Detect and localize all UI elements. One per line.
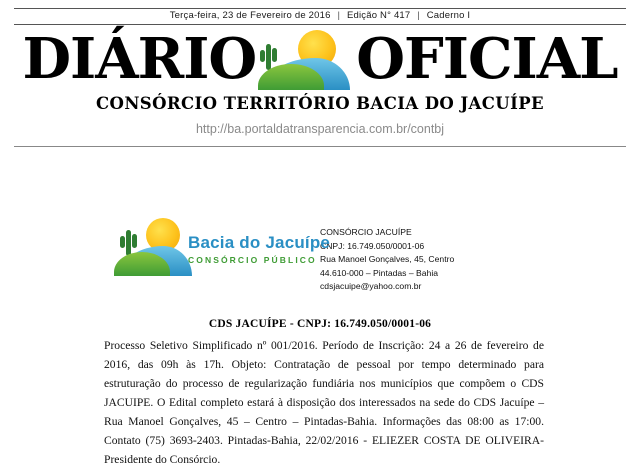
masthead-top-divider xyxy=(14,8,626,9)
sun-hills-logo-icon xyxy=(258,28,354,90)
cactus-stem-icon xyxy=(266,44,271,70)
notice-heading: CDS JACUÍPE - CNPJ: 16.749.050/0001-06 xyxy=(208,318,432,330)
masthead-third-divider xyxy=(14,146,626,147)
org-street: Rua Manoel Gonçalves, 45, Centro xyxy=(320,254,455,264)
masthead-title-row xyxy=(0,26,640,92)
logo-cactus-arm-right-icon xyxy=(132,234,137,248)
logo-cactus-arm-left-icon xyxy=(120,236,125,248)
issue-date: Terça-feira, 23 de Fevereiro de 2016 xyxy=(169,10,331,21)
consorcio-logo xyxy=(112,216,331,294)
issue-line xyxy=(0,10,640,21)
issue-separator-2: | xyxy=(417,10,420,21)
masthead-url[interactable]: http://ba.portaldatransparencia.com.br/contbj xyxy=(195,122,445,136)
masthead-subtitle: CONSÓRCIO TERRITÓRIO BACIA DO JACUÍPE xyxy=(96,94,544,113)
logo-wordmark xyxy=(188,233,330,265)
issue-section: Caderno I xyxy=(426,10,471,21)
logo-cactus-stem-icon xyxy=(126,230,131,256)
masthead-title-left: DIÁRIO xyxy=(22,26,257,92)
logo-wordmark-line2: CONSÓRCIO PÚBLICO xyxy=(188,255,317,265)
org-cnpj: CNPJ: 16.749.050/0001-06 xyxy=(320,240,425,251)
org-name: CONSÓRCIO JACUÍPE xyxy=(320,227,412,237)
masthead-title-right: OFICIAL xyxy=(356,26,618,92)
masthead-second-divider xyxy=(14,24,626,25)
cactus-arm-left-icon xyxy=(260,50,265,62)
notice-body: Processo Seletivo Simplificado nº 001/2016. Período de Inscrição: 24 a 26 de fevereiro de 2016, das 09h às 17h. Objeto: Contratação de pessoal por tempo determinado para estruturação do processo de regularização fundiária nos municípios que compõem o CDS JACUIPE. O Edital completo estará à disposição dos interessados na sede do CDS Jacuípe – Rua Manoel Gonçalves, 45 – Centro – Pintadas-Bahia. Informações das 08:00 as 17:00. Contato (75) 3693-2403. Pintadas-Bahia, 22/02/2016 - ELIEZER COSTA DE OLIVEIRA-Presidente do Consórcio. xyxy=(104,339,544,466)
cactus-arm-right-icon xyxy=(272,48,277,62)
organization-block xyxy=(0,216,640,306)
org-email[interactable]: cdsjacuipe@yahoo.com.br xyxy=(320,281,422,291)
logo-wordmark-line1: Bacia do Jacuípe xyxy=(188,233,331,252)
issue-separator-1: | xyxy=(337,10,341,21)
issue-edition: Edição N° 417 xyxy=(346,10,411,21)
org-city: 44.610-000 – Pintadas – Bahia xyxy=(320,267,439,278)
organization-address xyxy=(320,216,528,294)
